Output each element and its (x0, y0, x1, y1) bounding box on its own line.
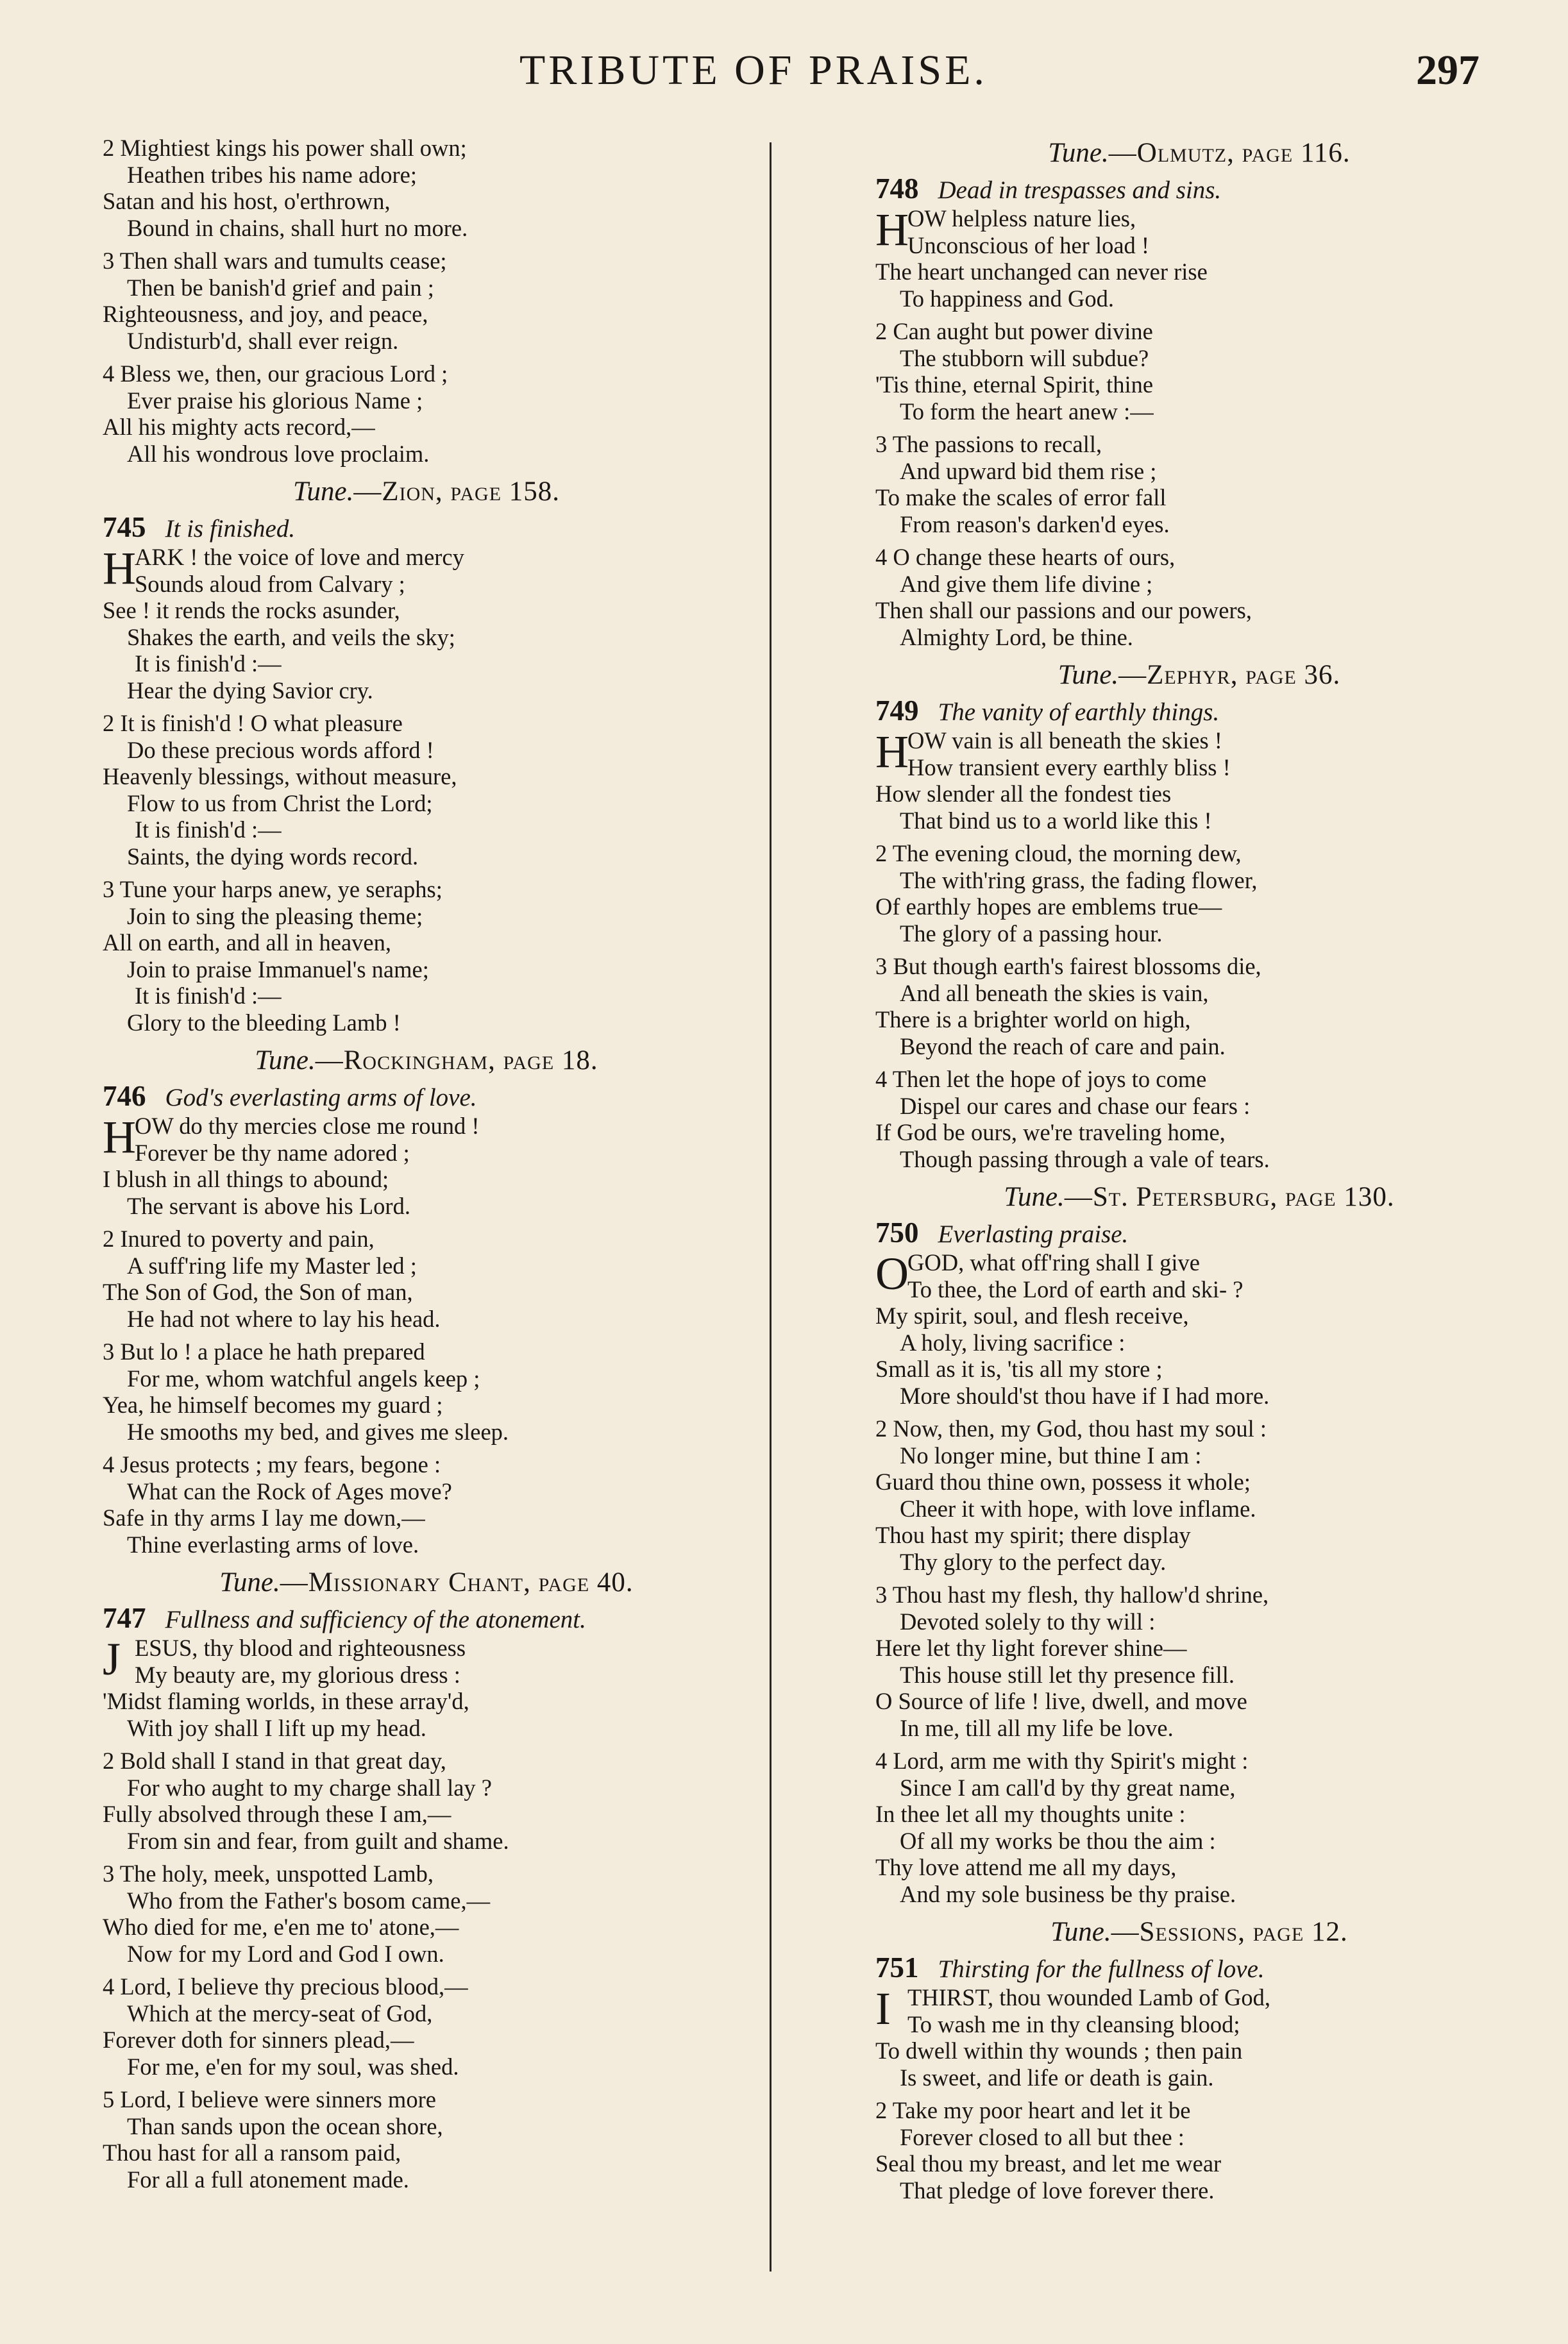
hymn-number: 745 (103, 511, 146, 543)
hymn-line: Since I am call'd by thy great name, (900, 1774, 1236, 1801)
hymn-body (103, 1113, 750, 1558)
hymn-body (103, 1635, 750, 2193)
hymn-body (875, 1984, 1523, 2204)
right-column (875, 135, 1523, 2210)
hymn-line: Is sweet, and life or death is gain. (900, 2064, 1214, 2091)
verse (875, 1066, 1523, 1172)
hymn-line: Flow to us from Christ the Lord; (127, 789, 433, 816)
hymn-body (103, 544, 750, 1036)
hymn-line: That pledge of love forever there. (900, 2177, 1215, 2204)
running-title: TRIBUTE OF PRAISE. (519, 47, 988, 94)
verse (875, 1249, 1523, 1409)
tune-line (875, 135, 1523, 172)
hymn-line: OW vain is all beneath the skies ! (907, 727, 1222, 754)
hymn-line: And my sole business be thy praise. (900, 1880, 1236, 1907)
hymn-line: Then be banish'd grief and pain ; (127, 274, 434, 301)
hymn-line: Now for my Lord and God I own. (127, 1940, 444, 1967)
hymn-747 (103, 1564, 750, 2193)
hymn-line: OW do thy mercies close me round ! (135, 1113, 480, 1139)
verse (103, 1338, 750, 1445)
hymn-body (875, 1249, 1523, 1907)
verse (875, 953, 1523, 1059)
hymn-751 (875, 1914, 1523, 2204)
hymn-number: 748 (875, 173, 919, 205)
hymn-title: The vanity of earthly things. (938, 698, 1220, 726)
verse (103, 135, 750, 241)
hymn-line: Which at the mercy-seat of God, (127, 2000, 433, 2027)
hymn-line: To form the heart anew :— (900, 398, 1154, 425)
hymn-line: Satan and his host, o'erthrown, (103, 188, 391, 214)
hymn-line: He smooths my bed, and gives me sleep. (127, 1418, 509, 1445)
verse (103, 1451, 750, 1558)
hymn-line: 2 Take my poor heart and let it be (875, 2097, 1191, 2123)
page-number: 297 (1416, 47, 1479, 94)
verse (875, 840, 1523, 947)
drop-cap: O (875, 1248, 909, 1299)
hymn-line: 3 Thou hast my flesh, thy hallow'd shrine, (875, 1581, 1269, 1608)
hymn-line: All on earth, and all in heaven, (103, 929, 392, 956)
hymn-heading (103, 510, 750, 544)
hymn-line: With joy shall I lift up my head. (127, 1714, 426, 1741)
hymn-line: Safe in thy arms I lay me down,— (103, 1505, 425, 1531)
hymn-line: Who from the Father's bosom came,— (127, 1887, 491, 1914)
hymn-line: 'Midst flaming worlds, in these array'd, (103, 1688, 469, 1714)
hymn-line: To happiness and God. (900, 285, 1115, 312)
hymn-line: Forever doth for sinners plead,— (103, 2027, 414, 2053)
hymn-line: 3 The passions to recall, (875, 431, 1102, 457)
hymn-line: Shakes the earth, and veils the sky; (127, 623, 455, 650)
tune-name: —Rockingham, page 18. (315, 1045, 598, 1075)
tune-name: —Missionary Chant, page 40. (280, 1567, 634, 1598)
hymn-line: A holy, living sacrifice : (900, 1329, 1125, 1356)
hymn-line: Cheer it with hope, with love inflame. (900, 1495, 1256, 1522)
hymn-line: From sin and fear, from guilt and shame. (127, 1827, 509, 1854)
hymn-line: Thou hast my spirit; there display (875, 1522, 1191, 1548)
verse (103, 360, 750, 467)
hymn-line: Saints, the dying words record. (127, 843, 419, 870)
hymn-heading (103, 1601, 750, 1635)
hymn-line: My beauty are, my glorious dress : (135, 1661, 460, 1688)
hymn-line: Guard thou thine own, possess it whole; (875, 1469, 1251, 1495)
hymn-line: To wash me in thy cleansing blood; (907, 2011, 1240, 2037)
hymn-line: To dwell within thy wounds ; then pain (875, 2037, 1243, 2064)
hymn-title: Dead in trespasses and sins. (938, 176, 1222, 204)
hymn-title: It is finished. (165, 515, 296, 543)
drop-cap: H (103, 543, 136, 594)
hymn-line: THIRST, thou wounded Lamb of God, (907, 1984, 1271, 2011)
hymn-line: In me, till all my life be love. (900, 1714, 1174, 1741)
drop-cap: H (103, 1111, 136, 1163)
hymn-line: What can the Rock of Ages move? (127, 1478, 452, 1505)
hymn-line: 4 Lord, arm me with thy Spirit's might : (875, 1748, 1249, 1774)
hymn-line: The Son of God, the Son of man, (103, 1279, 413, 1305)
hymn-746 (103, 1042, 750, 1558)
hymn-number: 751 (875, 1952, 919, 1984)
tune-name: —Sessions, page 12. (1111, 1917, 1348, 1947)
hymn-line: Of all my works be thou the aim : (900, 1827, 1216, 1854)
drop-cap: H (875, 204, 909, 255)
verse (103, 544, 750, 704)
hymn-line: Devoted solely to thy will : (900, 1608, 1156, 1635)
hymn-line: 4 O change these hearts of ours, (875, 544, 1176, 570)
tune-label: Tune. (1048, 138, 1109, 168)
hymn-line: It is finish'd :— (135, 982, 282, 1009)
hymn-line: 4 Then let the hope of joys to come (875, 1066, 1207, 1092)
verse (103, 1748, 750, 1854)
hymn-line: This house still let thy presence fill. (900, 1661, 1235, 1688)
hymn-number: 747 (103, 1602, 146, 1634)
hymn-line: Glory to the bleeding Lamb ! (127, 1009, 401, 1036)
hymn-line: Seal thou my breast, and let me wear (875, 2150, 1222, 2177)
hymn-body (875, 727, 1523, 1172)
tune-line (875, 1914, 1523, 1951)
hymn-line: There is a brighter world on high, (875, 1006, 1191, 1033)
hymn-line: Yea, he himself becomes my guard ; (103, 1392, 443, 1418)
tune-name: —Zephyr, page 36. (1118, 660, 1341, 690)
hymn-line: For all a full atonement made. (127, 2166, 409, 2193)
hymn-line: GOD, what off'ring shall I give (907, 1249, 1200, 1276)
tune-line (103, 1042, 750, 1079)
hymn-line: Thine everlasting arms of love. (127, 1531, 419, 1558)
hymn-line: And give them life divine ; (900, 570, 1153, 597)
hymn-line: If God be ours, we're traveling home, (875, 1119, 1226, 1145)
column-divider (770, 142, 771, 2272)
hymn-line: Do these precious words afford ! (127, 736, 434, 763)
hymn-line: It is finish'd :— (135, 650, 282, 677)
hymn-line: 2 Now, then, my God, thou hast my soul : (875, 1415, 1267, 1442)
verse (103, 1226, 750, 1332)
hymn-line: 2 Bold shall I stand in that great day, (103, 1748, 446, 1774)
hymn-line: I blush in all things to abound; (103, 1166, 389, 1192)
hymn-line: Ever praise his glorious Name ; (127, 387, 423, 414)
hymn-line: He had not where to lay his head. (127, 1305, 441, 1332)
hymn-line: Thy glory to the perfect day. (900, 1548, 1167, 1575)
hymn-heading (875, 172, 1523, 205)
hymn-line: 3 But though earth's fairest blossoms die, (875, 953, 1261, 979)
verse (875, 1748, 1523, 1907)
hymn-745 (103, 473, 750, 1036)
hymn-number: 749 (875, 695, 919, 727)
verse (103, 710, 750, 870)
hymn-line: 3 Then shall wars and tumults cease; (103, 248, 447, 274)
hymn-line: Join to sing the pleasing theme; (127, 902, 423, 929)
verse (103, 1973, 750, 2080)
hymn-line: 'Tis thine, eternal Spirit, thine (875, 371, 1154, 398)
hymn-line: No longer mine, but thine I am : (900, 1442, 1202, 1469)
hymn-line: 3 The holy, meek, unspotted Lamb, (103, 1860, 434, 1887)
hymn-title: God's everlasting arms of love. (165, 1084, 477, 1111)
hymn-line: In thee let all my thoughts unite : (875, 1801, 1186, 1827)
hymn-line: 3 Tune your harps anew, ye seraphs; (103, 876, 443, 902)
hymn-750 (875, 1179, 1523, 1907)
hymn-line: O Source of life ! live, dwell, and move (875, 1688, 1247, 1714)
hymn-heading (103, 1079, 750, 1113)
hymn-line: For me, whom watchful angels keep ; (127, 1365, 480, 1392)
hymn-line: To thee, the Lord of earth and ski- ? (907, 1276, 1243, 1303)
verse (875, 1415, 1523, 1575)
hymn-line: Heavenly blessings, without measure, (103, 763, 457, 789)
hymn-line: How transient every earthly bliss ! (907, 754, 1231, 780)
hymn-line: From reason's darken'd eyes. (900, 510, 1170, 537)
hymn-line: ESUS, thy blood and righteousness (135, 1635, 466, 1661)
tune-name: —Olmutz, page 116. (1108, 138, 1351, 168)
tune-label: Tune. (292, 476, 354, 507)
hymn-line: How slender all the fondest ties (875, 780, 1172, 807)
hymn-line: 2 The evening cloud, the morning dew, (875, 840, 1242, 866)
hymn-line: The stubborn will subdue? (900, 344, 1149, 371)
hymn-body (875, 205, 1523, 650)
hymn-line: The with'ring grass, the fading flower, (900, 866, 1258, 893)
hymn-number: 746 (103, 1080, 146, 1112)
tune-label: Tune. (1058, 660, 1119, 690)
hymn-line: 2 Mightiest kings his power shall own; (103, 135, 467, 161)
hymn-line: 4 Jesus protects ; my fears, begone : (103, 1451, 441, 1478)
verse (103, 876, 750, 1036)
hymn-line: Almighty Lord, be thine. (900, 623, 1133, 650)
hymn-line: OW helpless nature lies, (907, 205, 1136, 232)
hymn-748 (875, 135, 1523, 650)
hymn-line: Forever be thy name adored ; (135, 1139, 410, 1166)
hymn-line: Thy love attend me all my days, (875, 1854, 1177, 1880)
hymn-line: Bound in chains, shall hurt no more. (127, 214, 468, 241)
hymn-title: Everlasting praise. (938, 1220, 1129, 1248)
hymn-line: A suff'ring life my Master led ; (127, 1252, 417, 1279)
hymn-line: 4 Bless we, then, our gracious Lord ; (103, 360, 448, 387)
hymn-heading (875, 1216, 1523, 1249)
hymn-line: Thou hast for all a ransom paid, (103, 2139, 401, 2166)
tune-label: Tune. (1050, 1917, 1111, 1947)
hymn-line: Here let thy light forever shine— (875, 1635, 1187, 1661)
verse (103, 1635, 750, 1741)
hymn-line: The servant is above his Lord. (127, 1192, 410, 1219)
verse (875, 318, 1523, 425)
tune-line (875, 657, 1523, 694)
tune-name: —St. Petersburg, page 130. (1064, 1182, 1395, 1212)
verse (103, 2086, 750, 2193)
hymn-line: Forever closed to all but thee : (900, 2123, 1184, 2150)
hymn-line: 5 Lord, I believe were sinners more (103, 2086, 436, 2112)
verse (875, 205, 1523, 312)
verse (103, 1113, 750, 1219)
hymn-line: Heathen tribes his name adore; (127, 161, 417, 188)
hymn-line: Beyond the reach of care and pain. (900, 1033, 1226, 1059)
hymn-line: ARK ! the voice of love and mercy (135, 544, 464, 570)
hymn-heading (875, 694, 1523, 727)
drop-cap: I (875, 1983, 891, 2034)
tune-label: Tune. (1004, 1182, 1065, 1212)
hymn-title: Fullness and sufficiency of the atonement. (165, 1606, 586, 1633)
hymn-line: 3 But lo ! a place he hath prepared (103, 1338, 425, 1365)
hymn-line: Unconscious of her load ! (907, 232, 1150, 258)
hymn-749 (875, 657, 1523, 1172)
tune-line (103, 473, 750, 510)
tune-label: Tune. (219, 1567, 280, 1598)
tune-line (875, 1179, 1523, 1216)
drop-cap: H (875, 726, 909, 777)
hymn-line: More should'st thou have if I had more. (900, 1382, 1270, 1409)
tune-line (103, 1564, 750, 1601)
hymn-744-continuation (103, 135, 750, 467)
hymn-line: Sounds aloud from Calvary ; (135, 570, 405, 597)
hymn-line: Of earthly hopes are emblems true— (875, 893, 1222, 920)
hymn-line: Undisturb'd, shall ever reign. (127, 327, 399, 354)
hymn-line: And all beneath the skies is vain, (900, 979, 1209, 1006)
verse (875, 544, 1523, 650)
hymn-line: Dispel our cares and chase our fears : (900, 1092, 1251, 1119)
verse (103, 1860, 750, 1967)
hymn-line: Righteousness, and joy, and peace, (103, 301, 428, 327)
hymn-line: Hear the dying Savior cry. (127, 677, 373, 704)
hymn-line: See ! it rends the rocks asunder, (103, 597, 400, 623)
hymn-line: Though passing through a vale of tears. (900, 1145, 1270, 1172)
hymn-line: The heart unchanged can never rise (875, 258, 1208, 285)
hymn-line: That bind us to a world like this ! (900, 807, 1212, 834)
page-header (0, 46, 1568, 117)
hymn-line: For me, e'en for my soul, was shed. (127, 2053, 459, 2080)
hymn-line: Than sands upon the ocean shore, (127, 2112, 443, 2139)
tune-label: Tune. (255, 1045, 316, 1075)
verse (875, 727, 1523, 834)
hymn-line: 2 It is finish'd ! O what pleasure (103, 710, 403, 736)
verse (875, 1984, 1523, 2091)
drop-cap: J (103, 1633, 121, 1685)
hymn-line: Join to praise Immanuel's name; (127, 956, 429, 982)
hymn-line: 2 Can aught but power divine (875, 318, 1153, 344)
hymn-line: 4 Lord, I believe thy precious blood,— (103, 1973, 468, 2000)
hymn-line: All his wondrous love proclaim. (127, 440, 430, 467)
hymn-line: It is finish'd :— (135, 816, 282, 843)
verse (103, 248, 750, 354)
hymn-line: For who aught to my charge shall lay ? (127, 1774, 493, 1801)
hymn-line: To make the scales of error fall (875, 484, 1167, 510)
hymn-line: And upward bid them rise ; (900, 457, 1157, 484)
hymn-line: Then shall our passions and our powers, (875, 597, 1252, 623)
hymn-line: My spirit, soul, and flesh receive, (875, 1303, 1189, 1329)
hymn-number: 750 (875, 1217, 919, 1249)
hymn-line: Fully absolved through these I am,— (103, 1801, 451, 1827)
hymn-line: The glory of a passing hour. (900, 920, 1163, 947)
tune-name: —Zion, page 158. (353, 476, 561, 507)
verse (875, 2097, 1523, 2204)
verse (875, 1581, 1523, 1741)
verse (875, 431, 1523, 537)
hymn-line: Who died for me, e'en me to' atone,— (103, 1914, 459, 1940)
hymn-line: Small as it is, 'tis all my store ; (875, 1356, 1163, 1382)
hymn-title: Thirsting for the fullness of love. (938, 1955, 1265, 1983)
hymn-heading (875, 1951, 1523, 1984)
hymn-line: 2 Inured to poverty and pain, (103, 1226, 375, 1252)
hymn-line: All his mighty acts record,— (103, 414, 375, 440)
left-column (103, 135, 750, 2199)
